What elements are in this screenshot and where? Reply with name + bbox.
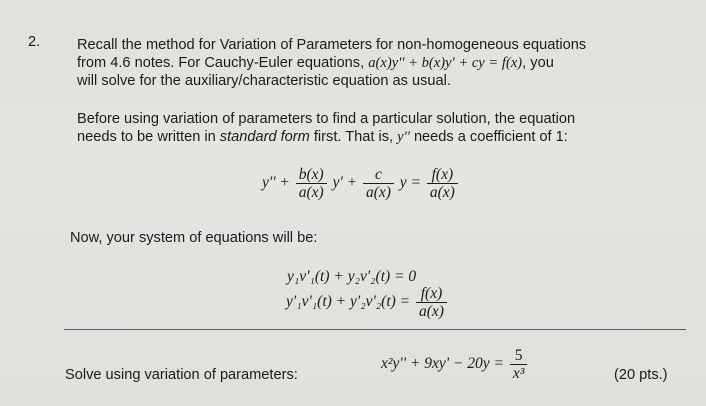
intro-line-3: will solve for the auxiliary/characteristic equation as usual.: [77, 73, 451, 89]
task-fraction-den: x³: [510, 364, 528, 382]
y-double-prime: y'': [397, 129, 410, 145]
divider: [64, 329, 686, 330]
cauchy-euler-equation: a(x)y'' + b(x)y' + cy = f(x): [368, 55, 523, 71]
sf-fraction-1-num: b(x): [298, 166, 324, 183]
sf-fraction-1: [296, 166, 327, 201]
standard-line-2-b: first. That is,: [309, 129, 398, 145]
sf-fraction-2-num: c: [375, 166, 382, 183]
problem-number: 2.: [28, 34, 41, 50]
sf-fraction-2-den: a(x): [363, 183, 394, 201]
system-eq-2-num: f(x): [420, 285, 443, 302]
system-eq-2-den: a(x): [416, 302, 447, 320]
standard-line-2: [77, 128, 568, 146]
standard-form-emphasis: standard form: [219, 129, 310, 145]
task-equation: [381, 347, 529, 382]
sf-fraction-2: [363, 166, 394, 201]
intro-line-2-tail: , you: [522, 55, 554, 71]
points-label: (20 pts.): [614, 367, 668, 383]
task-fraction: [510, 347, 528, 382]
intro-line-1: Recall the method for Variation of Parameters for non-homogeneous equations: [77, 37, 587, 53]
task-fraction-num: 5: [514, 347, 523, 364]
system-eq-1: y₁v'₁(t) + y₂v'₂(t) = 0: [287, 268, 417, 285]
sf-mid-1: y' +: [332, 174, 358, 192]
sf-lead: y'' +: [262, 174, 290, 192]
sf-mid-2: y =: [399, 174, 422, 192]
standard-form-equation: [262, 166, 460, 201]
standard-line-2-a: needs to be written in: [77, 129, 220, 145]
intro-line-2-text: from 4.6 notes. For Cauchy-Euler equations,: [77, 55, 369, 71]
sf-fraction-3-num: f(x): [431, 166, 454, 183]
sf-fraction-3: [427, 166, 458, 201]
standard-line-1: Before using variation of parameters to find a particular solution, the equation: [77, 111, 576, 127]
system-eq-2: [286, 285, 449, 320]
system-eq-2-lhs: y'₁v'₁(t) + y'₂v'₂(t) =: [286, 293, 411, 311]
task-equation-lhs: x²y'' + 9xy' − 20y =: [381, 355, 504, 373]
task-label: Solve using variation of parameters:: [65, 367, 298, 383]
standard-line-2-c: needs a coefficient of 1:: [409, 129, 568, 145]
intro-line-2: [77, 54, 554, 72]
system-eq-2-fraction: [416, 285, 447, 320]
sf-fraction-1-den: a(x): [296, 183, 327, 201]
system-label: Now, your system of equations will be:: [70, 230, 318, 246]
sf-fraction-3-den: a(x): [427, 183, 458, 201]
